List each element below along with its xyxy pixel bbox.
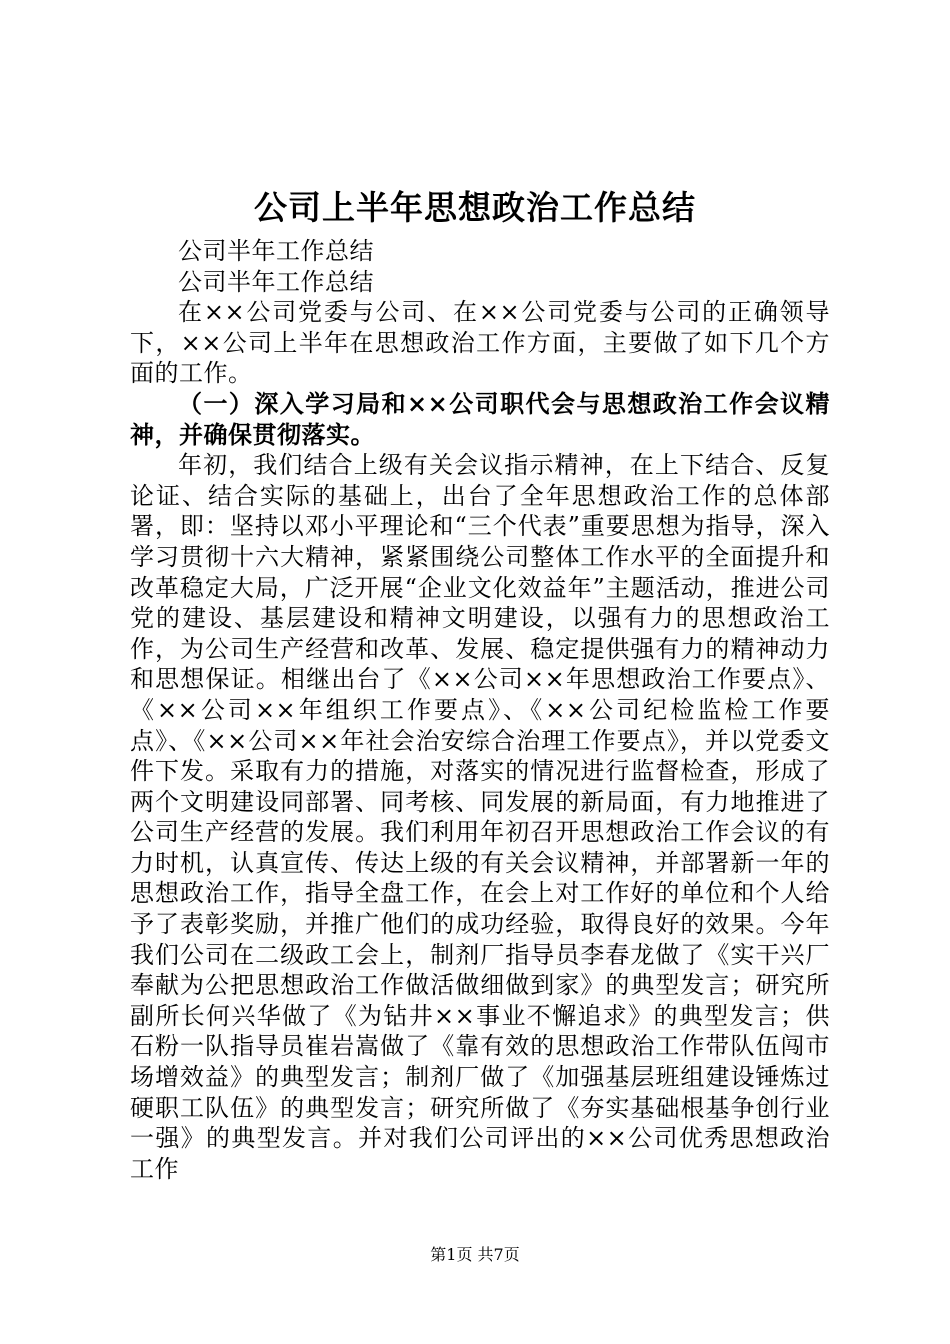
page-number-footer: 第1页 共7页 (430, 1245, 520, 1264)
paragraph-body-1: 年初，我们结合上级有关会议指示精神，在上下结合、反复论证、结合实际的基础上，出台了全年思想政治工作的总体部署，即：坚持以邓小平理论和“三个代表”重要思想为指导，深入学习贯彻十六大精神，紧紧围绕公司整体工作水平的全面提升和改革稳定大局，广泛开展“企业文化效益年”主题活动，推进公司党的建设、基层建设和精神文明建设，以强有力的思想政治工作，为公司生产经营和改革、发展、稳定提供强有力的精神动力和思想保证。相继出台了《××公司××年思想政治工作要点》、《××公司××年组织工作要点》、《××公司纪检监检工作要点》、《××公司××年社会治安综合治理工作要点》，并以党委文件下发。采取有力的措施，对落实的情况进行监督检查，形成了两个文明建设同部署、同考核、同发展的新局面，有力地推进了公司生产经营的发展。我们利用年初召开思想政治工作会议的有力时机，认真宣传、传达上级的有关会议精神，并部署新一年的思想政治工作，指导全盘工作，在会上对工作好的单位和个人给予了表彰奖励，并推广他们的成功经验，取得良好的效果。今年我们公司在二级政工会上，制剂厂指导员李春龙做了《实干兴厂奉献为公把思想政治工作做活做细做到家》的典型发言；研究所副所长何兴华做了《为钻井××事业不懈追求》的典型发言；供石粉一队指导员崔岩嵩做了《靠有效的思想政治工作带队伍闯市场增效益》的典型发言；制剂厂做了《加强基层班组建设锤炼过硬职工队伍》的典型发言；研究所做了《夯实基础根基争创行业一强》的典型发言。并对我们公司评出的××公司优秀思想政治工作 (130, 451, 830, 1183)
document-title: 公司上半年思想政治工作总结 (254, 188, 696, 227)
section-heading-1: （一）深入学习局和××公司职代会与思想政治工作会议精神，并确保贯彻落实。 (130, 388, 830, 449)
paragraph-subtitle-1: 公司半年工作总结 (178, 237, 374, 265)
paragraph-subtitle-2: 公司半年工作总结 (178, 267, 374, 296)
document-body (130, 236, 830, 1184)
paragraph-intro: 在××公司党委与公司、在××公司党委与公司的正确领导下，××公司上半年在思想政治工作方面，主要做了如下几个方面的工作。 (130, 298, 830, 388)
